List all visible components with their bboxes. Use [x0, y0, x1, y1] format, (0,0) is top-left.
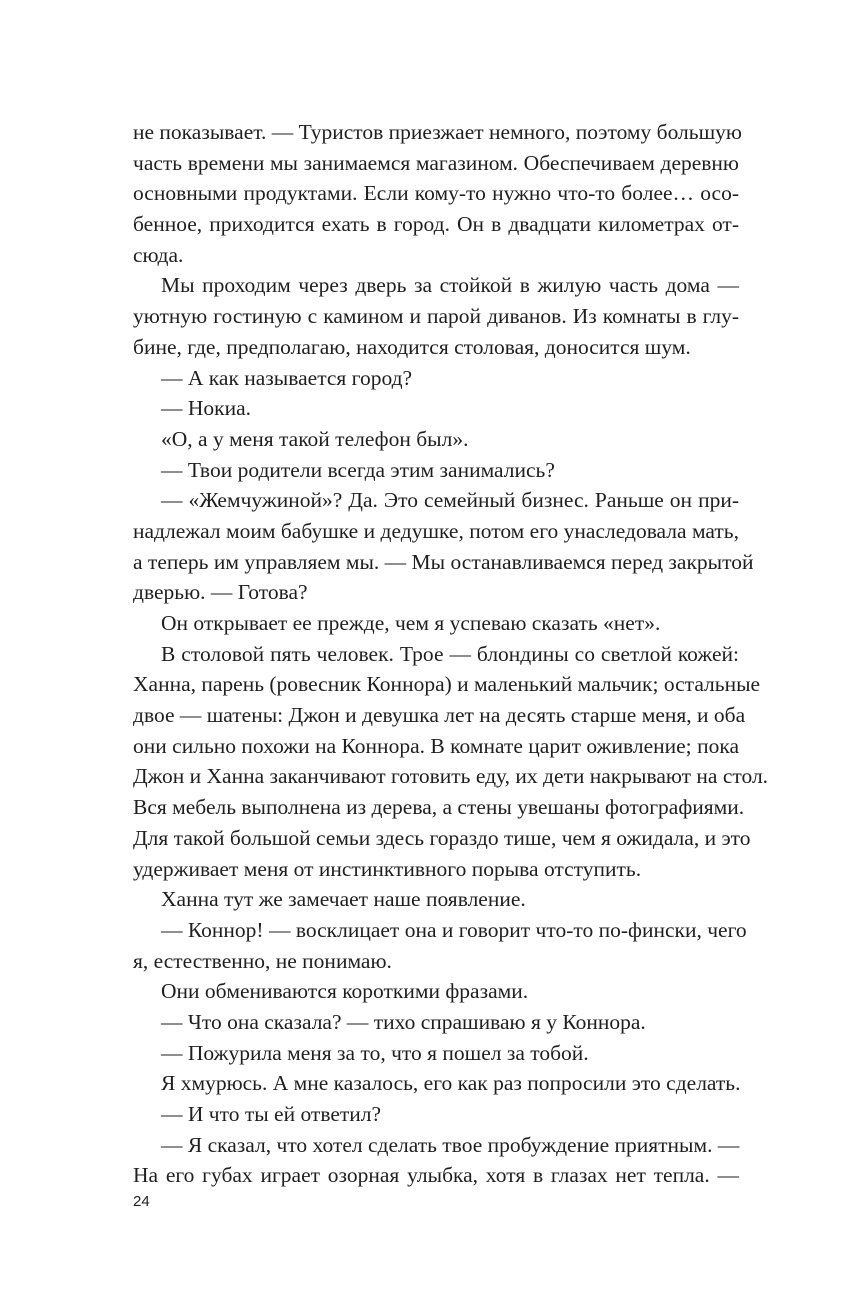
- text-line: Вся мебель выполнена из дерева, а стены увешаны фотографиями.: [133, 795, 745, 820]
- text-line: — «Жемчужиной»? Да. Это семейный бизнес. Раньше он при-: [161, 488, 739, 513]
- text-line: Для такой большой семьи здесь гораздо тише, чем я ожидала, и это: [133, 825, 751, 850]
- text-line: — Нокиа.: [161, 396, 252, 421]
- text-line: бенное, приходится ехать в город. Он в двадцати километрах от-: [133, 212, 739, 237]
- text-line: они сильно похожи на Коннора. В комнате царит оживление; пока: [133, 733, 739, 758]
- text-line: В столовой пять человек. Трое — блондины со светлой кожей:: [161, 641, 739, 666]
- text-line: часть времени мы занимаемся магазином. Обеспечиваем деревню: [133, 150, 739, 175]
- text-line: удерживает меня от инстинктивного порыва отступить.: [133, 856, 642, 881]
- text-line: — Что она сказала? — тихо спрашиваю я у Коннора.: [161, 1009, 646, 1034]
- text-line: — А как называется город?: [161, 365, 413, 390]
- text-line: Они обмениваются короткими фразами.: [161, 979, 529, 1004]
- text-line: не показывает. — Туристов приезжает немного, поэтому большую: [133, 120, 742, 144]
- text-line: На его губах играет озорная улыбка, хотя в глазах нет тепла. —: [133, 1163, 739, 1188]
- text-line: а теперь им управляем мы. — Мы останавливаемся перед закрытой: [133, 549, 754, 574]
- text-line: Ханна, парень (ровесник Коннора) и маленький мальчик; остальные: [133, 672, 761, 697]
- text-line: Джон и Ханна заканчивают готовить еду, их дети накрывают на стол.: [133, 764, 769, 789]
- text-line: — Пожурила меня за то, что я пошел за тобой.: [161, 1040, 589, 1065]
- text-line: — Я сказал, что хотел сделать твое пробуждение приятным. —: [161, 1132, 740, 1157]
- text-line: надлежал моим бабушке и дедушке, потом его унаследовала мать,: [133, 518, 739, 543]
- text-line: двое — шатены: Джон и девушка лет на десять старше меня, и оба: [133, 703, 746, 728]
- text-line: уютную гостиную с камином и парой диванов. Из комнаты в глу-: [133, 304, 739, 329]
- text-line: — Коннор! — восклицает она и говорит что-то по-фински, чего: [161, 917, 747, 942]
- text-line: основными продуктами. Если кому-то нужно что-то более… осо-: [133, 181, 739, 206]
- text-line: Мы проходим через дверь за стойкой в жилую часть дома —: [161, 273, 739, 298]
- text-line: Он открывает ее прежде, чем я успеваю сказать «нет».: [161, 611, 661, 635]
- text-line: Я хмурюсь. А мне казалось, его как раз попросили это сделать.: [161, 1071, 741, 1096]
- text-line: бине, где, предполагаю, находится столовая, доносится шум.: [133, 334, 691, 359]
- text-line: сюда.: [133, 242, 184, 267]
- text-line: я, естественно, не понимаю.: [133, 948, 392, 973]
- text-line: Ханна тут же замечает наше появление.: [161, 887, 526, 912]
- body-text: [133, 117, 769, 1191]
- text-line: дверью. — Готова?: [133, 580, 308, 605]
- text-line: — И что ты ей ответил?: [161, 1102, 382, 1126]
- text-line: «О, а у меня такой телефон был».: [161, 426, 469, 451]
- page-number: 24: [133, 1193, 150, 1210]
- text-line: — Твои родители всегда этим занимались?: [161, 457, 555, 482]
